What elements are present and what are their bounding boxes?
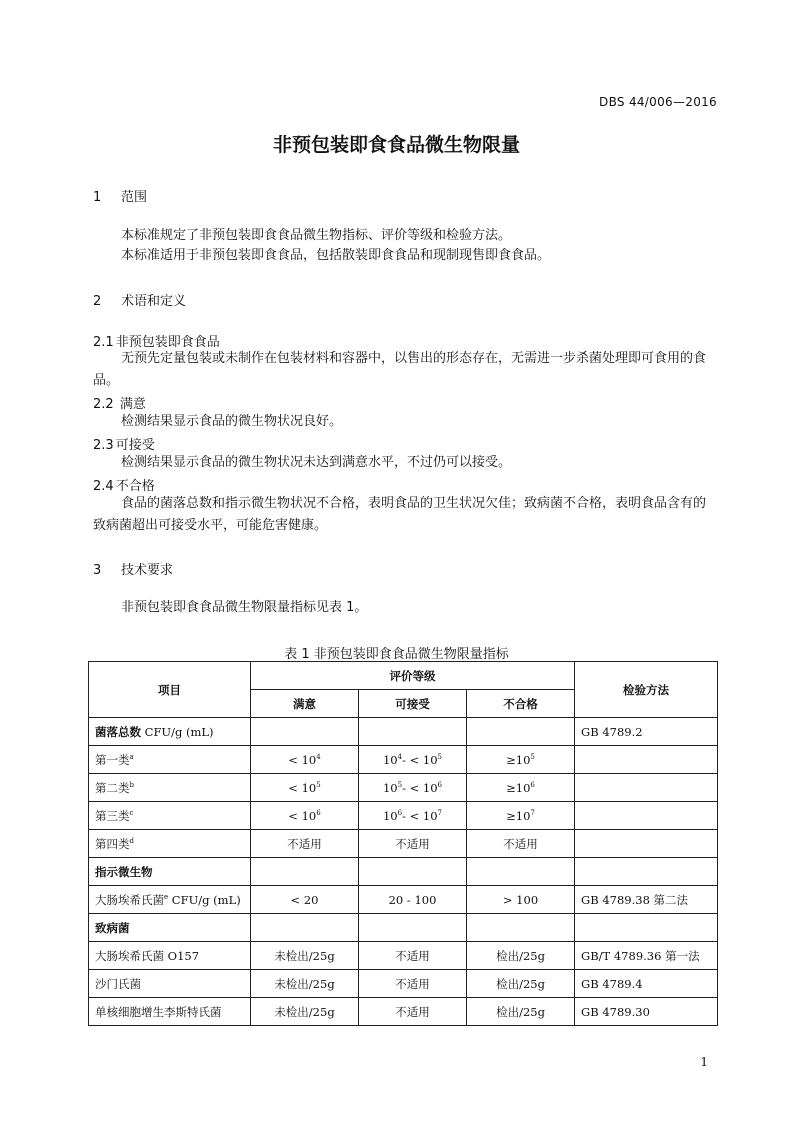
cell-acceptable: 不适用 (359, 998, 467, 1026)
section-2-heading (93, 290, 186, 309)
table-caption: 表 1 非预包装即食食品微生物限量指标 (284, 647, 509, 662)
cell-acceptable: 不适用 (359, 942, 467, 970)
document-title: 非预包装即食食品微生物限量 (272, 134, 520, 156)
term-2-3-definition: 检测结果显示食品的微生物状况未达到满意水平，不过仍可以接受。 (121, 455, 512, 470)
cell-acceptable: 不适用 (359, 830, 467, 858)
cell-unqualified: 检出/25g (467, 998, 575, 1026)
cell-unqualified: 不适用 (467, 830, 575, 858)
cell-unqualified: $\ge 10^5$ (467, 746, 575, 774)
cell-item: 菌落总数 CFU/g (mL) (89, 718, 251, 746)
table-row (89, 970, 718, 998)
section-title: 术语和定义 (121, 294, 187, 309)
cell-acceptable: 不适用 (359, 970, 467, 998)
cell-satisfactory: < 20 (251, 886, 359, 914)
cell-item: 第二类$^b$ (89, 774, 251, 802)
cell-acceptable: $10^4- < 10^5$ (359, 746, 467, 774)
cell-unqualified: 检出/25g (467, 970, 575, 998)
cell-acceptable: 20 - 100 (359, 886, 467, 914)
section-number: 1 (93, 190, 102, 205)
term-2-4-definition: 食品的菌落总数和指示微生物状况不合格，表明食品的卫生状况欠佳；致病菌不合格，表明食品含有的致病菌超出可接受水平，可能危害健康。 (93, 496, 707, 533)
cell-unqualified: 检出/25g (467, 942, 575, 970)
cell-item: 大肠埃希氏菌$^e$ CFU/g (mL) (89, 886, 251, 914)
cell-satisfactory: < $10^4$ (251, 746, 359, 774)
table-row (89, 802, 718, 830)
table-group-row (89, 858, 718, 886)
header-satisfactory: 满意 (251, 690, 359, 718)
header-item: 项目 (89, 662, 251, 718)
table-row (89, 774, 718, 802)
section-1-heading (93, 186, 147, 205)
table-row (89, 942, 718, 970)
cell-satisfactory: 未检出/25g (251, 970, 359, 998)
header-unqualified: 不合格 (467, 690, 575, 718)
cell-satisfactory: 未检出/25g (251, 998, 359, 1026)
page-number: 1 (700, 1055, 708, 1069)
term-title: 可接受 (115, 438, 155, 453)
cell-method: GB 4789.38 第二法 (575, 886, 718, 914)
cell-item: 大肠埃希氏菌 O157 (89, 942, 251, 970)
section-1-paragraph-2: 本标准适用于非预包装即食食品，包括散装即食食品和现制现售即食食品。 (121, 248, 551, 263)
microbial-limits-table (88, 661, 718, 1026)
table-row (89, 718, 718, 746)
term-number: 2.1 (93, 335, 114, 350)
cell-satisfactory: < $10^6$ (251, 802, 359, 830)
cell-unqualified: > 100 (467, 886, 575, 914)
table-row (89, 998, 718, 1026)
cell-item: 单核细胞增生李斯特氏菌 (89, 998, 251, 1026)
term-number: 2.3 (93, 438, 114, 453)
cell-item: 沙门氏菌 (89, 970, 251, 998)
term-title: 满意 (119, 397, 146, 412)
term-number: 2.4 (93, 479, 114, 494)
standard-code: DBS 44/006—2016 (599, 95, 717, 109)
cell-group-title: 致病菌 (89, 914, 251, 942)
term-2-3-heading (93, 434, 155, 453)
term-2-2-heading (93, 393, 146, 412)
section-number: 3 (93, 563, 102, 578)
table-row (89, 886, 718, 914)
section-title: 范围 (121, 190, 148, 205)
cell-method: GB/T 4789.36 第一法 (575, 942, 718, 970)
cell-item: 第一类$^a$ (89, 746, 251, 774)
cell-satisfactory: 未检出/25g (251, 942, 359, 970)
term-2-1-definition: 无预先定量包装或未制作在包装材料和容器中，以售出的形态存在，无需进一步杀菌处理即可食用的食品。 (93, 351, 707, 388)
term-number: 2.2 (93, 397, 114, 412)
cell-item: 第三类$^c$ (89, 802, 251, 830)
section-1-paragraph-1: 本标准规定了非预包装即食食品微生物指标、评价等级和检验方法。 (121, 228, 512, 243)
cell-method: GB 4789.4 (575, 970, 718, 998)
table-row (89, 830, 718, 858)
term-2-4-heading (93, 475, 155, 494)
term-2-2-definition: 检测结果显示食品的微生物状况良好。 (121, 414, 343, 429)
cell-method: GB 4789.30 (575, 998, 718, 1026)
section-number: 2 (93, 294, 102, 309)
header-method: 检验方法 (575, 662, 718, 718)
cell-satisfactory: 不适用 (251, 830, 359, 858)
header-grade: 评价等级 (251, 662, 575, 690)
cell-acceptable: $10^5- < 10^6$ (359, 774, 467, 802)
cell-unqualified: $\ge 10^6$ (467, 774, 575, 802)
cell-group-title: 指示微生物 (89, 858, 251, 886)
cell-unqualified: $\ge 10^7$ (467, 802, 575, 830)
cell-method: GB 4789.2 (575, 718, 718, 746)
table-row (89, 746, 718, 774)
header-acceptable: 可接受 (359, 690, 467, 718)
term-title: 不合格 (115, 479, 155, 494)
section-3-heading (93, 559, 173, 578)
section-title: 技术要求 (121, 563, 174, 578)
section-3-paragraph: 非预包装即食食品微生物限量指标见表 1。 (121, 600, 368, 615)
term-title: 非预包装即食食品 (115, 335, 220, 350)
table-group-row (89, 914, 718, 942)
table-header-row (89, 662, 718, 690)
cell-acceptable: $10^6- < 10^7$ (359, 802, 467, 830)
cell-satisfactory: < $10^5$ (251, 774, 359, 802)
cell-item: 第四类$^d$ (89, 830, 251, 858)
